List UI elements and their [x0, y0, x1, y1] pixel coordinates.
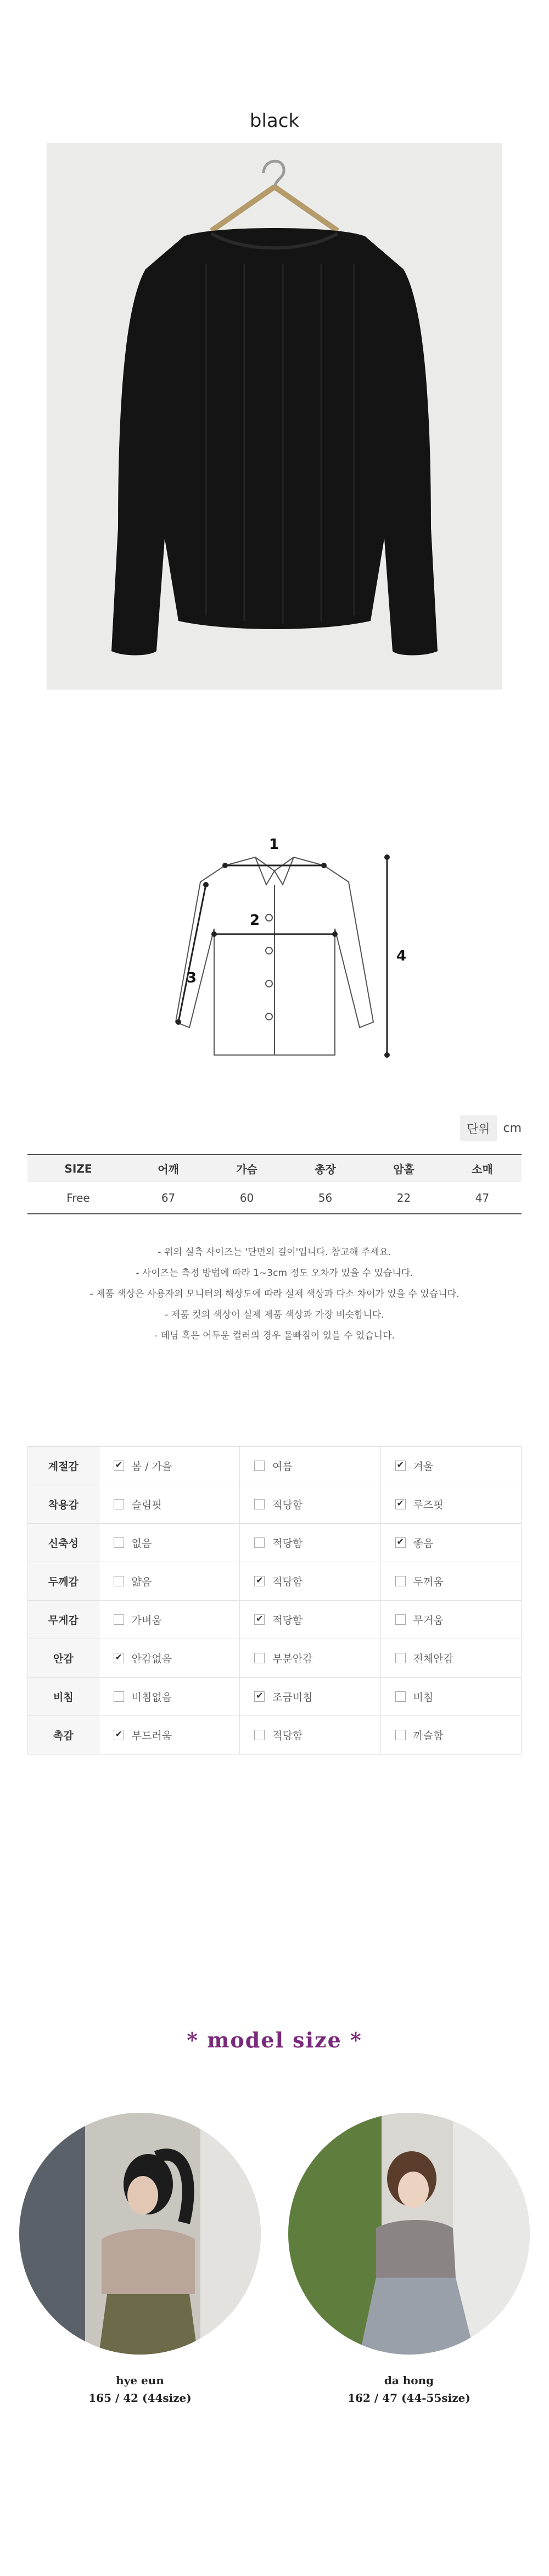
size-header: SIZE	[27, 1154, 129, 1182]
note-line: - 사이즈는 측정 방법에 따라 1~3cm 정도 오차가 있을 수 있습니다.	[136, 1268, 413, 1279]
model-photo-image	[19, 2113, 261, 2355]
shirt-outline-icon	[159, 841, 417, 1061]
checked-checkbox-icon	[254, 1691, 265, 1702]
product-photo	[47, 143, 502, 690]
feel-category: 안감	[28, 1639, 99, 1678]
model-size-title: * model size *	[187, 2028, 362, 2052]
feel-option-label: 루즈핏	[413, 1499, 444, 1511]
checked-checkbox-icon	[395, 1537, 406, 1548]
sleeve-value: 47	[443, 1182, 522, 1214]
feel-option	[240, 1447, 380, 1485]
checked-checkbox-icon	[254, 1576, 265, 1586]
feel-option-label: 적당함	[272, 1537, 303, 1550]
checked-checkbox-icon	[114, 1461, 124, 1471]
shoulder-header: 어깨	[129, 1154, 208, 1182]
chest-header: 가슴	[208, 1154, 286, 1182]
table-row	[28, 1639, 522, 1678]
table-row	[28, 1716, 522, 1755]
length-value: 56	[286, 1182, 365, 1214]
size-table-header	[27, 1154, 522, 1182]
dimension-1-label: 1	[269, 836, 279, 853]
note-line: - 데님 혹은 어두운 컬러의 경우 물빠짐이 있을 수 있습니다.	[154, 1330, 395, 1341]
feel-option-label: 슬림핏	[131, 1499, 162, 1511]
unchecked-checkbox-icon	[254, 1537, 265, 1548]
table-row	[28, 1485, 522, 1524]
table-row	[28, 1524, 522, 1562]
feel-option	[240, 1524, 380, 1562]
feel-option-label: 무거움	[413, 1614, 444, 1626]
unit-indicator	[460, 1115, 528, 1141]
unchecked-checkbox-icon	[395, 1614, 406, 1625]
feel-option	[99, 1601, 239, 1639]
feel-option	[380, 1485, 521, 1524]
feel-option-label: 두꺼움	[413, 1576, 444, 1588]
model-name: da hong	[384, 2374, 434, 2387]
feel-category: 무게감	[28, 1601, 99, 1639]
chest-value: 60	[208, 1182, 286, 1214]
dimension-2-label: 2	[250, 912, 260, 929]
unchecked-checkbox-icon	[395, 1691, 406, 1702]
note-line: - 제품 컷의 색상이 실제 제품 색상과 가장 비슷합니다.	[165, 1309, 384, 1320]
dimension-3-label: 3	[187, 970, 197, 986]
model-size: 162 / 47 (44-55size)	[348, 2391, 470, 2405]
model-name: hye eun	[116, 2374, 164, 2387]
feel-option	[99, 1678, 239, 1716]
feel-option-label: 적당함	[272, 1499, 303, 1511]
feel-option-label: 비침없음	[131, 1691, 172, 1703]
black-knit-sweater-image	[47, 143, 502, 690]
feel-option	[99, 1639, 239, 1678]
feel-option-label: 비침	[413, 1691, 434, 1703]
feel-option-label: 전체안감	[413, 1653, 453, 1665]
feel-option	[380, 1524, 521, 1562]
unchecked-checkbox-icon	[254, 1499, 265, 1509]
feel-option-label: 안감없음	[131, 1653, 172, 1665]
checked-checkbox-icon	[114, 1730, 124, 1740]
feel-option	[380, 1639, 521, 1678]
size-guide-diagram	[159, 836, 417, 1061]
feel-category: 신축성	[28, 1524, 99, 1562]
model-photo-image	[288, 2113, 530, 2355]
feel-option	[380, 1562, 521, 1601]
table-row	[28, 1447, 522, 1485]
size-table	[27, 1154, 522, 1214]
model-photo-da-hong	[288, 2113, 530, 2355]
unchecked-checkbox-icon	[395, 1576, 406, 1586]
feel-option	[380, 1716, 521, 1755]
feel-option	[99, 1562, 239, 1601]
armhole-header: 암홀	[365, 1154, 443, 1182]
model-photo-hye-eun	[19, 2113, 261, 2355]
feel-option	[240, 1485, 380, 1524]
unit-label: 단위	[460, 1115, 497, 1141]
feel-option	[240, 1639, 380, 1678]
note-line: - 제품 색상은 사용자의 모니터의 해상도에 따라 실제 색상과 다소 차이가 있을 수 있습니다.	[89, 1289, 460, 1300]
feel-option	[240, 1562, 380, 1601]
checked-checkbox-icon	[395, 1461, 406, 1471]
checked-checkbox-icon	[114, 1653, 124, 1663]
feel-option-label: 없음	[131, 1537, 152, 1550]
feel-option-label: 적당함	[272, 1730, 303, 1742]
size-value: Free	[27, 1182, 129, 1214]
unchecked-checkbox-icon	[395, 1730, 406, 1740]
unchecked-checkbox-icon	[114, 1537, 124, 1548]
table-row	[28, 1562, 522, 1601]
feel-option	[380, 1447, 521, 1485]
feel-option-label: 가벼움	[131, 1614, 162, 1626]
feel-option-label: 조금비침	[272, 1691, 313, 1703]
feel-option-label: 적당함	[272, 1576, 303, 1588]
feel-option-label: 까슬함	[413, 1730, 444, 1742]
feel-option	[99, 1524, 239, 1562]
feel-option	[99, 1485, 239, 1524]
unit-value: cm	[503, 1121, 522, 1135]
table-row	[28, 1601, 522, 1639]
feel-option-label: 얇음	[131, 1576, 152, 1588]
color-label: black	[249, 110, 300, 132]
feel-category: 비침	[28, 1678, 99, 1716]
unchecked-checkbox-icon	[254, 1730, 265, 1740]
table-row	[28, 1678, 522, 1716]
unchecked-checkbox-icon	[114, 1614, 124, 1625]
table-row	[27, 1182, 522, 1214]
feel-option-label: 부드러움	[131, 1730, 172, 1742]
feel-category: 계절감	[28, 1447, 99, 1485]
unchecked-checkbox-icon	[114, 1499, 124, 1509]
feel-option	[380, 1601, 521, 1639]
feel-option-label: 좋음	[413, 1537, 434, 1550]
feel-option	[240, 1601, 380, 1639]
feel-option-label: 적당함	[272, 1614, 303, 1626]
feel-category: 두께감	[28, 1562, 99, 1601]
feel-option-label: 겨울	[413, 1461, 434, 1473]
unchecked-checkbox-icon	[254, 1653, 265, 1663]
feel-option	[99, 1447, 239, 1485]
feel-option	[380, 1678, 521, 1716]
feel-option	[240, 1678, 380, 1716]
note-line: - 위의 실측 사이즈는 '단면의 길이'입니다. 참고해 주세요.	[158, 1247, 391, 1258]
feel-option-label: 여름	[272, 1461, 293, 1473]
feel-category: 촉감	[28, 1716, 99, 1755]
feel-option	[240, 1716, 380, 1755]
checked-checkbox-icon	[254, 1614, 265, 1625]
armhole-value: 22	[365, 1182, 443, 1214]
size-notes	[0, 1242, 549, 1346]
feel-option	[99, 1716, 239, 1755]
dimension-4-label: 4	[396, 948, 407, 964]
length-header: 총장	[286, 1154, 365, 1182]
shoulder-value: 67	[129, 1182, 208, 1214]
feel-option-label: 봄 / 가을	[131, 1461, 172, 1473]
checked-checkbox-icon	[395, 1499, 406, 1509]
feel-category: 착용감	[28, 1485, 99, 1524]
unchecked-checkbox-icon	[114, 1691, 124, 1702]
fit-feel-table	[27, 1446, 522, 1755]
feel-option-label: 부분안감	[272, 1653, 313, 1665]
unchecked-checkbox-icon	[254, 1461, 265, 1471]
sleeve-header: 소매	[443, 1154, 522, 1182]
model-size: 165 / 42 (44size)	[88, 2391, 192, 2405]
unchecked-checkbox-icon	[395, 1653, 406, 1663]
unchecked-checkbox-icon	[114, 1576, 124, 1586]
